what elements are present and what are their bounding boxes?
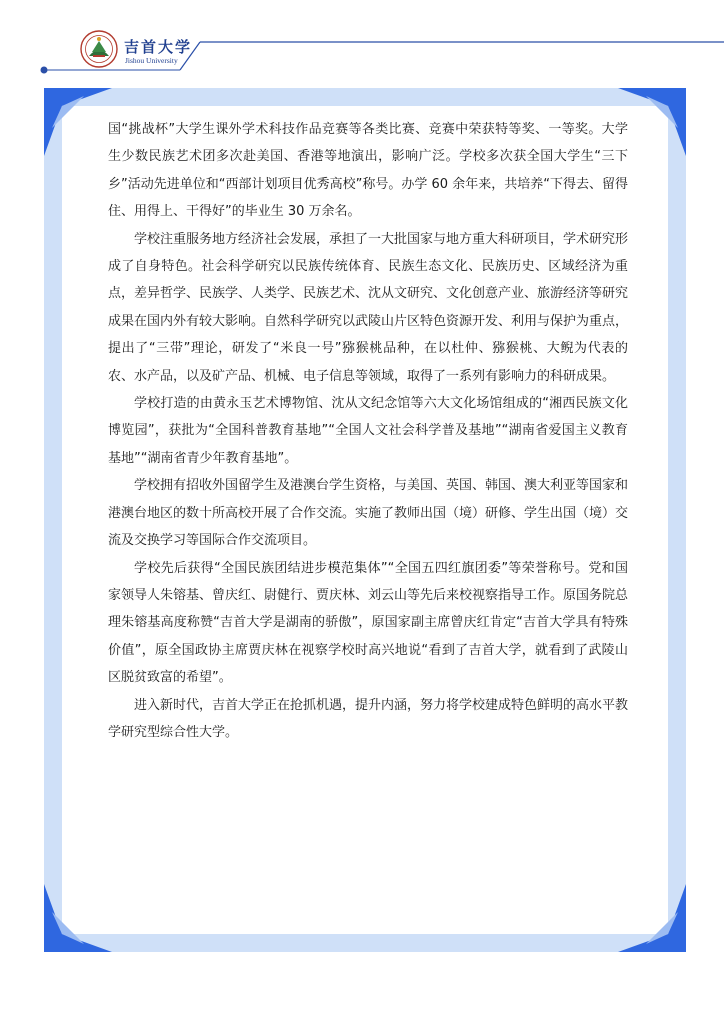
header-dot-icon	[41, 67, 48, 74]
body-text	[108, 116, 628, 746]
corner-ornament-bottom-left-icon	[44, 884, 112, 952]
paragraph-research: 学校注重服务地方经济社会发展，承担了一大批国家与地方重大科研项目，学术研究形成了自身特色。社会科学研究以民族传统体育、民族生态文化、民族历史、区域经济为重点，差异哲学、民族学、人类学、民族艺术、沈从文研究、文化创意产业、旅游经济等研究成果在国内外有较大影响。自然科学研究以武陵山片区特色资源开发、利用与保护为重点，提出了“三带”理论，研发了“米良一号”猕猴桃品种，在以杜仲、猕猴桃、大鲵为代表的农、水产品，以及矿产品、机械、电子信息等领域，取得了一系列有影响力的科研成果。	[108, 231, 629, 384]
logo-name-cn: 吉首大学	[124, 38, 193, 56]
paragraph-continuation: 国“挑战杯”大学生课外学术科技作品竞赛等各类比赛、竞赛中荣获特等奖、一等奖。大学生少数民族艺术团多次赴美国、香港等地演出，影响广泛。学校多次获全国大学生“三下乡”活动先进单位和“西部计划项目优秀高校”称号。办学 60 余年来，共培养“下得去、留得住、用得上、干得好”的毕业生 30 万余名。	[108, 122, 628, 220]
paragraph-culture: 学校打造的由黄永玉艺术博物馆、沈从文纪念馆等六大文化场馆组成的“湘西民族文化博览园”，获批为“全国科普教育基地”“全国人文社会科学普及基地”“湖南省爱国主义教育基地”“湖南省青少年教育基地”。	[108, 396, 628, 466]
university-seal-icon	[80, 30, 118, 68]
corner-ornament-top-left-icon	[44, 88, 112, 156]
paragraph-new-era: 进入新时代，吉首大学正在抢抓机遇，提升内涵，努力将学校建成特色鲜明的高水平教学研究型综合性大学。	[108, 697, 629, 740]
paragraph-international: 学校拥有招收外国留学生及港澳台学生资格，与美国、英国、韩国、澳大利亚等国家和港澳台地区的数十所高校开展了合作交流。实施了教师出国（境）研修、学生出国（境）交流及交换学习等国际合作交流项目。	[108, 478, 629, 549]
logo-name-en: Jishou University	[125, 56, 178, 65]
corner-ornament-bottom-right-icon	[618, 884, 686, 952]
corner-ornament-top-right-icon	[618, 88, 686, 156]
paragraph-honors: 学校先后获得“全国民族团结进步模范集体”“全国五四红旗团委”等荣誉称号。党和国家领导人朱镕基、曾庆红、尉健行、贾庆林、刘云山等先后来校视察指导工作。原国务院总理朱镕基高度称赞“吉首大学是湖南的骄傲”，原国家副主席曾庆红肯定“吉首大学具有特殊价值”，原全国政协主席贾庆林在视察学校时高兴地说“看到了吉首大学，就看到了武陵山区脱贫致富的希望”。	[108, 560, 629, 686]
page-header	[0, 0, 724, 80]
